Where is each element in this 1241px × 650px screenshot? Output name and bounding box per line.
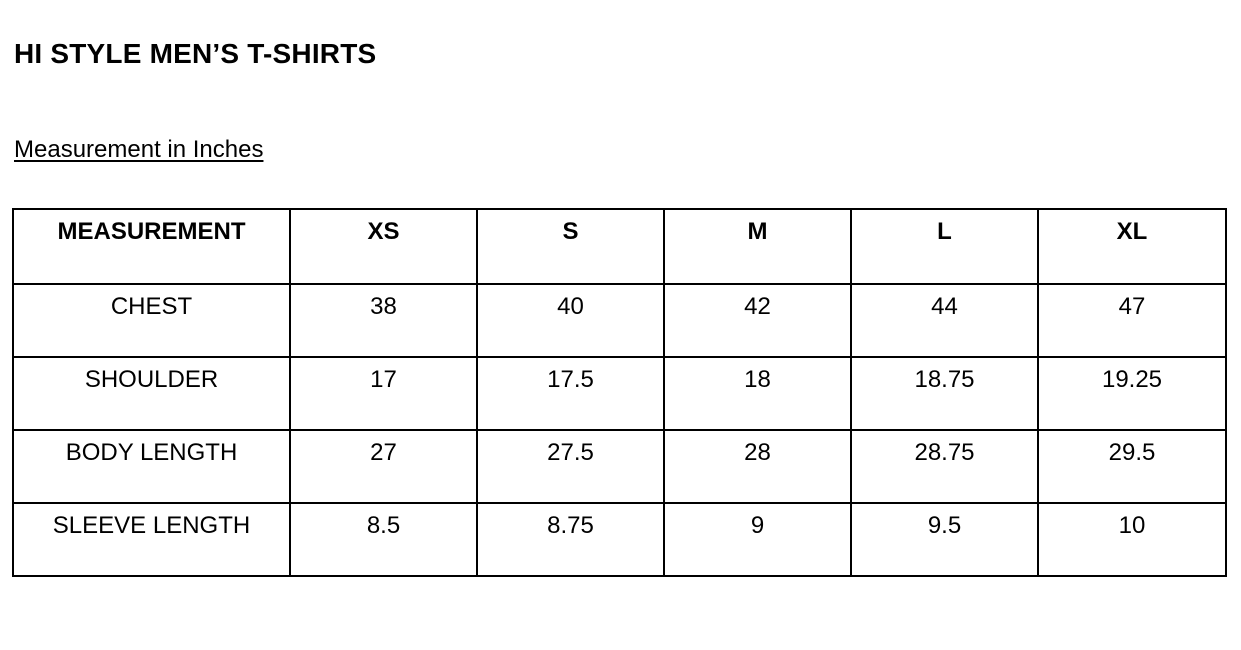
cell-value: 10 [1038,503,1226,576]
cell-value: 29.5 [1038,430,1226,503]
row-label: SHOULDER [13,357,290,430]
cell-value: 9 [664,503,851,576]
cell-value: 8.75 [477,503,664,576]
cell-value: 28.75 [851,430,1038,503]
cell-value: 8.5 [290,503,477,576]
column-header-xs: XS [290,209,477,284]
cell-value: 27.5 [477,430,664,503]
cell-value: 47 [1038,284,1226,357]
table-row-body-length [13,430,1226,503]
row-label: SLEEVE LENGTH [13,503,290,576]
cell-value: 42 [664,284,851,357]
column-header-s: S [477,209,664,284]
size-chart-table [12,208,1227,577]
table-row-chest [13,284,1226,357]
cell-value: 19.25 [1038,357,1226,430]
cell-value: 40 [477,284,664,357]
cell-value: 38 [290,284,477,357]
page-subtitle: Measurement in Inches [14,136,264,163]
table-row-shoulder [13,357,1226,430]
column-header-xl: XL [1038,209,1226,284]
cell-value: 17.5 [477,357,664,430]
table-header-row [13,209,1226,284]
column-header-l: L [851,209,1038,284]
page-title: HI STYLE MEN’S T-SHIRTS [14,38,377,69]
cell-value: 27 [290,430,477,503]
row-label: CHEST [13,284,290,357]
cell-value: 44 [851,284,1038,357]
cell-value: 18.75 [851,357,1038,430]
cell-value: 18 [664,357,851,430]
column-header-m: M [664,209,851,284]
row-label: BODY LENGTH [13,430,290,503]
cell-value: 28 [664,430,851,503]
table-row-sleeve-length [13,503,1226,576]
cell-value: 9.5 [851,503,1038,576]
cell-value: 17 [290,357,477,430]
column-header-measurement: MEASUREMENT [13,209,290,284]
